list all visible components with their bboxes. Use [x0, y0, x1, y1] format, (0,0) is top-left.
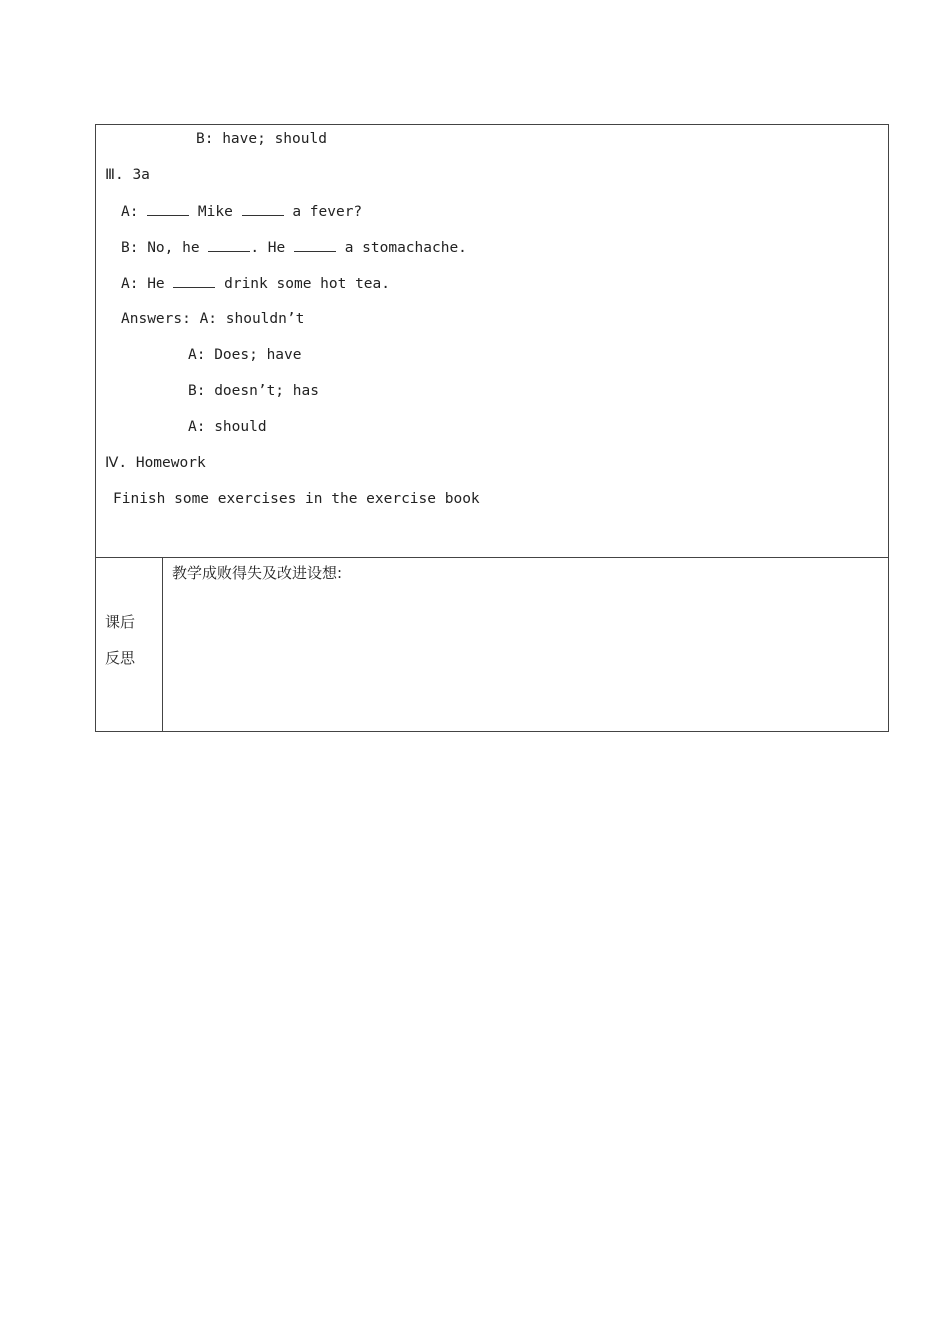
column-divider: [162, 557, 163, 731]
section-3a-title: Ⅲ. 3a: [105, 167, 150, 183]
section-homework-title: Ⅳ. Homework: [105, 455, 206, 471]
reflection-label-line1: 课后: [105, 613, 136, 631]
blank-field: [173, 274, 215, 288]
question-line-3: A: He drink some hot tea.: [121, 276, 390, 292]
blank-field: [147, 202, 189, 216]
lesson-table: [95, 124, 889, 732]
answer-line-have-should: B: have; should: [196, 131, 327, 147]
blank-field: [242, 202, 284, 216]
reflection-prompt: 教学成败得失及改进设想:: [172, 564, 343, 582]
answers-label: Answers: A: shouldn’t: [121, 311, 305, 327]
answer-line-3: B: doesn’t; has: [188, 383, 319, 399]
answer-line-4: A: should: [188, 419, 267, 435]
question-line-1: A: Mike a fever?: [121, 204, 363, 220]
row-divider: [96, 557, 888, 558]
reflection-label-line2: 反思: [105, 649, 136, 667]
blank-field: [208, 238, 250, 252]
homework-text: Finish some exercises in the exercise book: [113, 491, 480, 507]
question-line-2: B: No, he . He a stomachache.: [121, 240, 467, 256]
answer-line-2: A: Does; have: [188, 347, 302, 363]
blank-field: [294, 238, 336, 252]
